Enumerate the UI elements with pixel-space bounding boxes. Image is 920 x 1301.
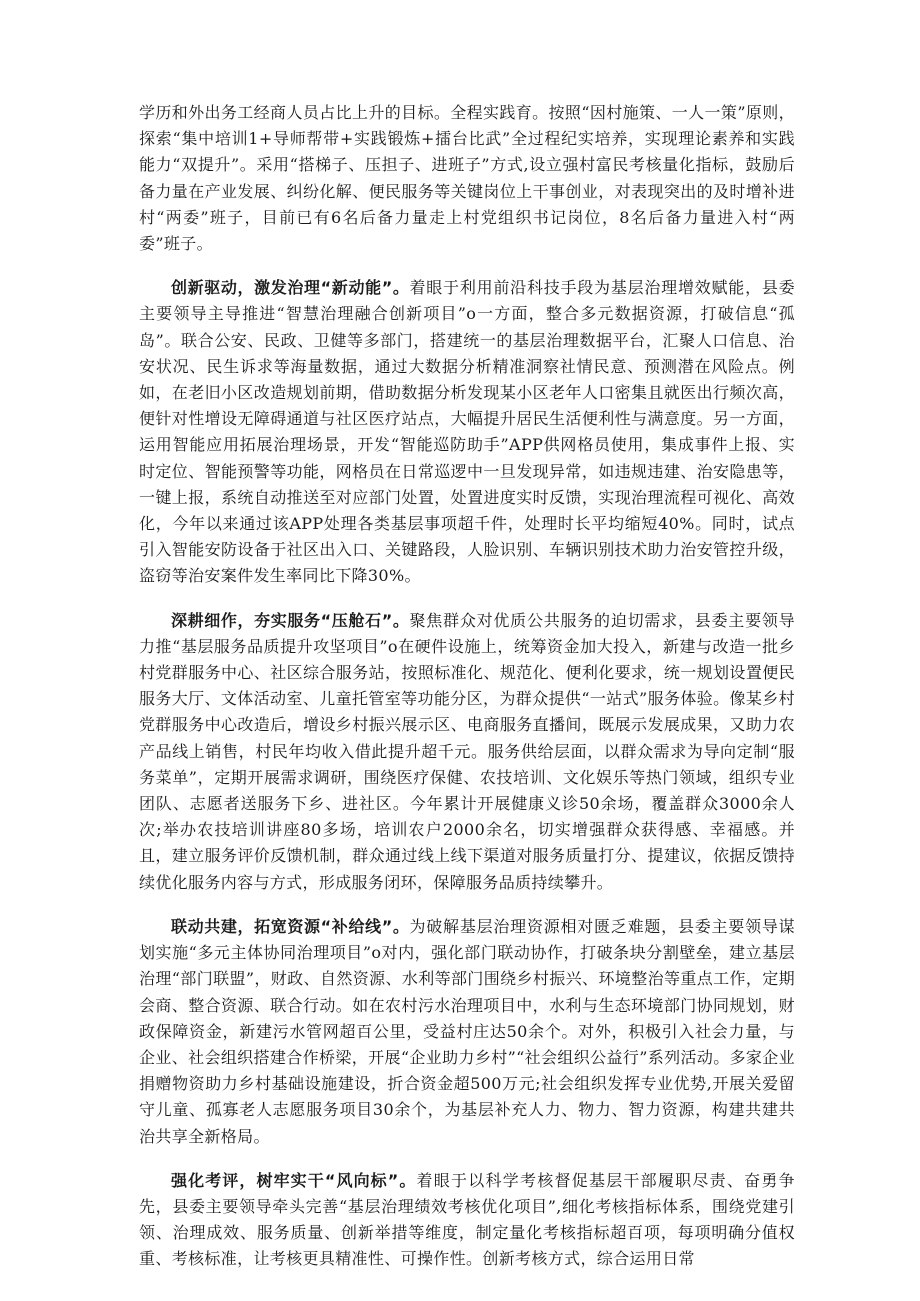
- paragraph-text: 为破解基层治理资源相对匮乏难题，县委主要领导谋划实施“多元主体协同治理项目”o对内，强化部门联动协作，打破条块分割壁垒，建立基层治理“部门联盟”，财政、自然资源、水利等部门围绕乡村振兴、环境整治等重点工作，定期会商、整合资源、联合行动。如在农村污水治理项目中，水利与生态环境部门协同规划，财政保障资金，新建污水管网超百公里，受益村庄达50余个。对外，积极引入社会力量，与企业、社会组织搭建合作桥梁，开展“企业助力乡村”“社会组织公益行”系列活动。多家企业捐赠物资助力乡村基础设施建设，折合资金超500万元;社会组织发挥专业优势,开展关爱留守儿童、孤寡老人志愿服务项目30余个，为基层补充人力、物力、智力资源，构建共建共治共享全新格局。: [139, 916, 795, 1146]
- paragraph-talent-cultivation: [139, 100, 795, 257]
- paragraph-co-construction: [139, 914, 795, 1150]
- paragraph-lead-heading: 创新驱动，激发治理“新动能”。: [171, 278, 410, 298]
- paragraph-text: 聚焦群众对优质公共服务的迫切需求，县委主要领导力推“基层服务品质提升攻坚项目”o在硬件设施上，统筹资金加大投入，新建与改造一批乡村党群服务中心、社区综合服务站，按照标准化、规范化、便利化要求，统一规划设置便民服务大厅、文体活动室、儿童托管室等功能分区，为群众提供“一站式”服务体验。像某乡村党群服务中心改造后，增设乡村振兴展示区、电商服务直播间，既展示发展成果，又助力农产品线上销售，村民年均收入借此提升超千元。服务供给层面，以群众需求为导向定制“服务菜单”，定期开展需求调研，围绕医疗保健、农技培训、文化娱乐等热门领域，组织专业团队、志愿者送服务下乡、进社区。今年累计开展健康义诊50余场，覆盖群众3000余人次;举办农技培训讲座80多场，培训农户2000余名，切实增强群众获得感、幸福感。并且，建立服务评价反馈机制，群众通过线上线下渠道对服务质量打分、提建议，依据反馈持续优化服务内容与方式，形成服务闭环，保障服务品质持续攀升。: [139, 610, 795, 892]
- paragraph-lead-heading: 强化考评，树牢实干“风向标”。: [171, 1170, 417, 1190]
- paragraph-lead-heading: 联动共建，拓宽资源“补给线”。: [171, 916, 410, 936]
- paragraph-assessment: [139, 1168, 795, 1273]
- paragraph-text: 学历和外出务工经商人员占比上升的目标。全程实践育。按照“因村施策、一人一策”原则，探索“集中培训1+导师帮带+实践锻炼+擂台比武”全过程纪实培养，实现理论素养和实践能力“双提升”。采用“搭梯子、压担子、进班子”方式,设立强村富民考核量化指标，鼓励后备力量在产业发展、纠纷化解、便民服务等关键岗位上干事创业，对表现突出的及时增补进村“两委”班子，目前已有6名后备力量走上村党组织书记岗位，8名后备力量进入村“两委”班子。: [139, 103, 795, 254]
- paragraph-text: 着眼于以科学考核督促基层干部履职尽责、奋勇争先，县委主要领导牵头完善“基层治理绩效考核优化项目”,细化考核指标体系，围绕党建引领、治理成效、服务质量、创新举措等维度，制定量化考核指标超百项，每项明确分值权重、考核标准，让考核更具精准性、可操作性。创新考核方式，综合运用日常: [139, 1170, 795, 1269]
- paragraph-service: [139, 608, 795, 896]
- paragraph-innovation: [139, 275, 795, 589]
- document-body: [139, 100, 795, 1291]
- paragraph-lead-heading: 深耕细作，夯实服务“压舱石”。: [171, 610, 410, 630]
- paragraph-text: 着眼于利用前沿科技手段为基层治理增效赋能，县委主要领导主导推进“智慧治理融合创新项目”o一方面，整合多元数据资源，打破信息“孤岛”。联合公安、民政、卫健等多部门，搭建统一的基层治理数据平台，汇聚人口信息、治安状况、民生诉求等海量数据，通过大数据分析精准洞察社情民意、预测潜在风险点。例如，在老旧小区改造规划前期，借助数据分析发现某小区老年人口密集且就医出行频次高，便针对性增设无障碍通道与社区医疗站点，大幅提升居民生活便利性与满意度。另一方面，运用智能应用拓展治理场景，开发“智能巡防助手”APP供网格员使用，集成事件上报、实时定位、智能预警等功能，网格员在日常巡逻中一旦发现异常，如违规违建、治安隐患等，一键上报，系统自动推送至对应部门处置，处置进度实时反馈，实现治理流程可视化、高效化，今年以来通过该APP处理各类基层事项超千件，处理时长平均缩短40%。同时，试点引入智能安防设备于社区出入口、关键路段，人脸识别、车辆识别技术助力治安管控升级，盗窃等治安案件发生率同比下降30%。: [139, 278, 795, 586]
